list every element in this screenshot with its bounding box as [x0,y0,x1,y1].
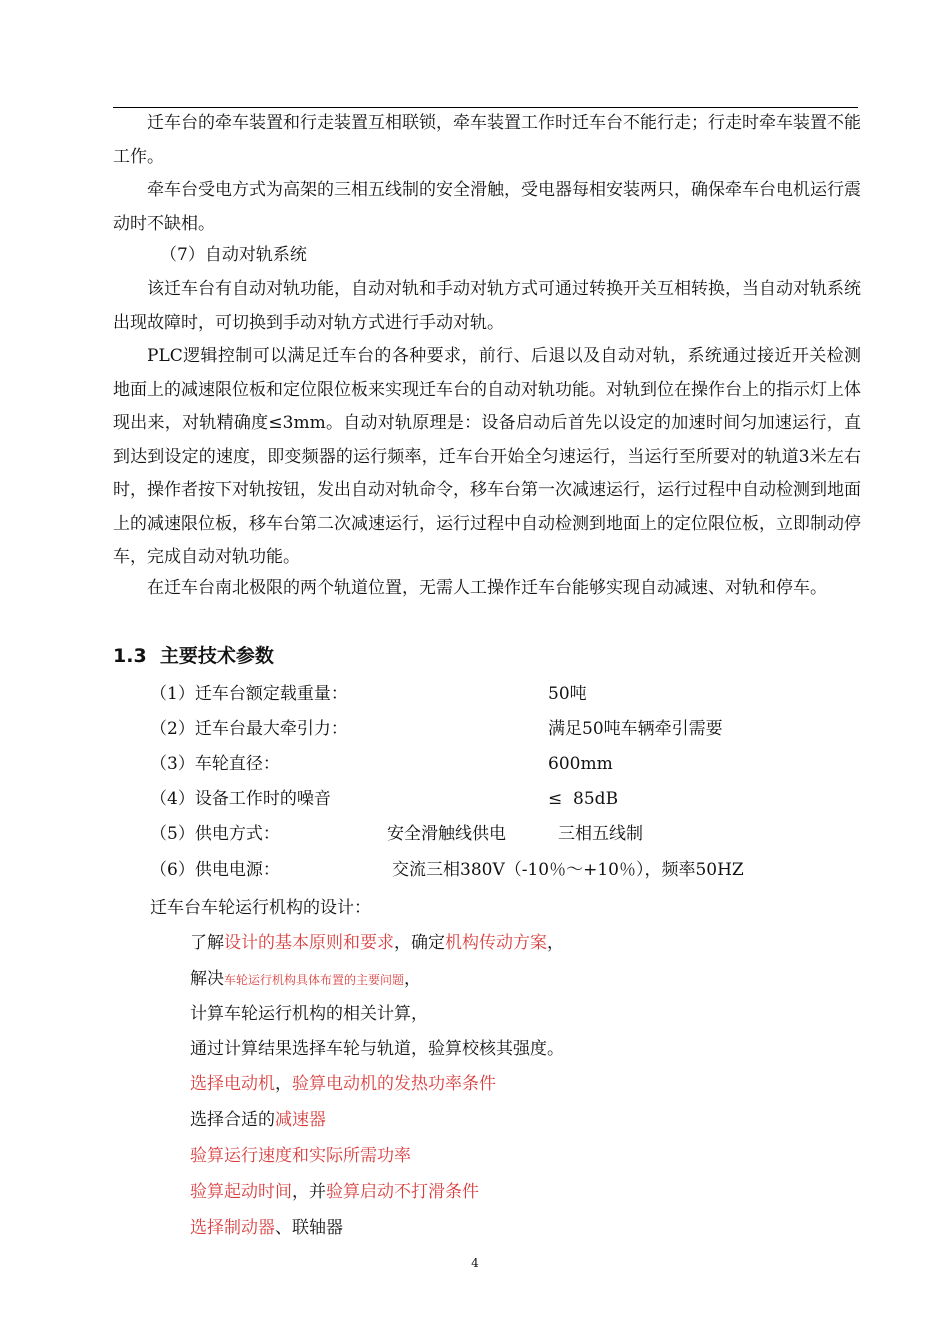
param-value-5b: 三相五线制 [558,824,643,844]
step-text: 通过计算结果选择车轮与轨道，验算校核其强度。 [190,1039,564,1059]
step-highlight: 减速器 [275,1110,326,1130]
paragraph-interlock: 迁车台的牵车装置和行走装置互相联锁，牵车装置工作时迁车台不能行走；行走时牵车装置不能工作。 [113,113,861,167]
step-text: ，并 [292,1182,326,1202]
param-label-6: （6）供电电源： [150,860,280,880]
step-highlight: 设计的基本原则和要求 [224,933,394,953]
paragraph-auto-alignment-switch: 该迁车台有自动对轨功能，自动对轨和手动对轨方式可通过转换开关互相转换，当自动对轨系统出现故障时，可切换到手动对轨方式进行手动对轨。 [113,279,861,333]
design-step-8 [190,1177,479,1207]
design-step-3 [190,999,428,1029]
design-step-6 [190,1105,326,1135]
section-heading [113,641,274,671]
design-step-1 [190,928,564,958]
step-text: ， [547,933,564,953]
paragraph-limit-positions: 在迁车台南北极限的两个轨道位置，无需人工操作迁车台能够实现自动减速、对轨和停车。 [147,578,827,598]
design-step-9 [190,1213,343,1243]
step-text: 、联轴器 [275,1218,343,1238]
step-highlight: 机构传动方案 [445,933,547,953]
section-number: 1.3 [113,645,147,667]
step-highlight: 验算电动机的发热功率条件 [292,1074,496,1094]
step-text: 选择合适的 [190,1110,275,1130]
step-highlight: 选择制动器 [190,1218,275,1238]
step-highlight: 验算起动时间 [190,1182,292,1202]
step-text: ，确定 [394,933,445,953]
step-highlight: 选择电动机 [190,1074,275,1094]
design-title: 迁车台车轮运行机构的设计： [150,898,371,918]
design-step-4 [190,1034,564,1064]
step-text: 计算车轮运行机构的相关计算， [190,1004,428,1024]
param-label-2: （2）迁车台最大牵引力： [150,719,348,739]
step-highlight: 车轮运行机构具体布置的主要问题 [224,973,405,987]
param-label-4: （4）设备工作时的噪音 [150,789,331,809]
page-number: 4 [471,1256,479,1270]
step-text: ， [404,969,422,989]
step-text: ， [275,1074,292,1094]
param-value-2: 满足50吨车辆牵引需要 [548,719,723,739]
design-step-2 [190,964,421,995]
section-title: 主要技术参数 [159,645,274,667]
param-label-1: （1）迁车台额定载重量： [150,684,348,704]
paragraph-plc-control: PLC逻辑控制可以满足迁车台的各种要求，前行、后退以及自动对轨，系统通过接近开关检测地面上的减速限位板和定位限位板来实现迁车台的自动对轨功能。对轨到位在操作台上的指示灯上体现出来，对轨精确度≤3mm。自动对轨原理是：设备启动后首先以设定的加速时间匀加速运行，直到达到设定的速度，即变频器的运行频率，迁车台开始全匀速运行，当运行至所要对的轨道3米左右时，操作者按下对轨按钮，发出自动对轨命令，移车台第一次减速运行，运行过程中自动检测到地面上的减速限位板，移车台第二次减速运行，运行过程中自动检测到地面上的定位限位板，立即制动停车，完成自动对轨功能。 [113,346,861,567]
param-value-1: 50吨 [548,684,587,704]
design-step-7 [190,1141,411,1171]
param-value-4: ≤ 85dB [548,789,619,809]
param-label-3: （3）车轮直径： [150,754,280,774]
param-value-5: 安全滑触线供电 [387,824,506,844]
param-value-6: 交流三相380V（-10％～+10％），频率50HZ [392,860,744,880]
subheading-auto-alignment: （7）自动对轨系统 [160,245,307,265]
param-label-5: （5）供电方式： [150,824,280,844]
design-step-5 [190,1069,496,1099]
step-text: 了解 [190,933,224,953]
step-highlight: 验算启动不打滑条件 [326,1182,479,1202]
step-text: 解决 [190,969,224,989]
param-value-3: 600mm [548,754,613,774]
step-highlight: 验算运行速度和实际所需功率 [190,1146,411,1166]
paragraph-power-supply: 牵车台受电方式为高架的三相五线制的安全滑触，受电器每相安装两只，确保牵车台电机运行震动时不缺相。 [113,180,861,234]
